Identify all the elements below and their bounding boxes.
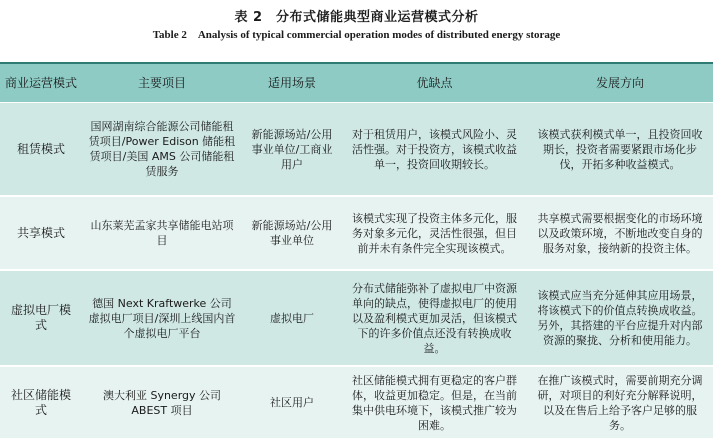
cell-pros-cons: 分布式储能弥补了虚拟电厂中资源单向的缺点，使得虚拟电厂的使用以及盈利模式更加灵活，但该模式下的许多价值点还没有转换成收益。 — [342, 270, 527, 366]
cell-pros-cons: 对于租赁用户，该模式风险小、灵活性强。对于投资方，该模式收益单一，投资回收期较长。 — [342, 103, 527, 197]
table-row — [0, 103, 713, 197]
cell-pros-cons: 社区储能模式拥有更稳定的客户群体，收益更加稳定。但是，在当前集中供电环境下，该模式推广较为困难。 — [342, 366, 527, 439]
table-row — [0, 196, 713, 270]
cell-projects: 山东莱芜孟家共享储能电站项目 — [82, 196, 242, 270]
operation-modes-table — [0, 62, 713, 440]
header-pros-cons: 优缺点 — [342, 63, 527, 103]
cell-pros-cons: 该模式实现了投资主体多元化，服务对象多元化，灵活性很强，但目前并未有条件完全实现该模式。 — [342, 196, 527, 270]
cell-mode: 共享模式 — [0, 196, 82, 270]
header-scenario: 适用场景 — [242, 63, 342, 103]
cell-mode: 租赁模式 — [0, 103, 82, 197]
cell-projects: 国网湖南综合能源公司储能租赁项目/Power Edison 储能租赁项目/美国 AMS 公司储能租赁服务 — [82, 103, 242, 197]
table-row — [0, 270, 713, 366]
cell-projects: 澳大利亚 Synergy 公司 ABEST 项目 — [82, 366, 242, 439]
cell-direction: 在推广该模式时，需要前期充分调研，对项目的利好充分解释说明，以及在售后上给予客户足够的服务。 — [527, 366, 713, 439]
table-header-row — [0, 63, 713, 103]
header-mode: 商业运营模式 — [0, 63, 82, 103]
table-caption-chinese: 表 2 分布式储能典型商业运营模式分析 — [234, 10, 479, 25]
cell-scenario: 新能源场站/公用事业单位 — [242, 196, 342, 270]
table-row — [0, 366, 713, 439]
header-projects: 主要项目 — [82, 63, 242, 103]
cell-mode: 社区储能模式 — [0, 366, 82, 439]
cell-mode: 虚拟电厂模式 — [0, 270, 82, 366]
cell-scenario: 新能源场站/公用事业单位/工商业用户 — [242, 103, 342, 197]
cell-scenario: 社区用户 — [242, 366, 342, 439]
cell-scenario: 虚拟电厂 — [242, 270, 342, 366]
cell-direction: 该模式应当充分延伸其应用场景，将该模式下的价值点转换成收益。另外，其搭建的平台应提升对内部资源的聚拢、分析和使用能力。 — [527, 270, 713, 366]
cell-direction: 该模式获利模式单一，且投资回收期长，投资者需要紧跟市场化步伐，开拓多种收益模式。 — [527, 103, 713, 197]
cell-projects: 德国 Next Kraftwerke 公司虚拟电厂项目/深圳上线国内首个虚拟电厂平台 — [82, 270, 242, 366]
header-direction: 发展方向 — [527, 63, 713, 103]
table-caption-english: Table 2 Analysis of typical commercial operation modes of distributed energy storage — [152, 29, 561, 41]
cell-direction: 共享模式需要根据变化的市场环境以及政策环境，不断地改变自身的服务对象，接纳新的投资主体。 — [527, 196, 713, 270]
